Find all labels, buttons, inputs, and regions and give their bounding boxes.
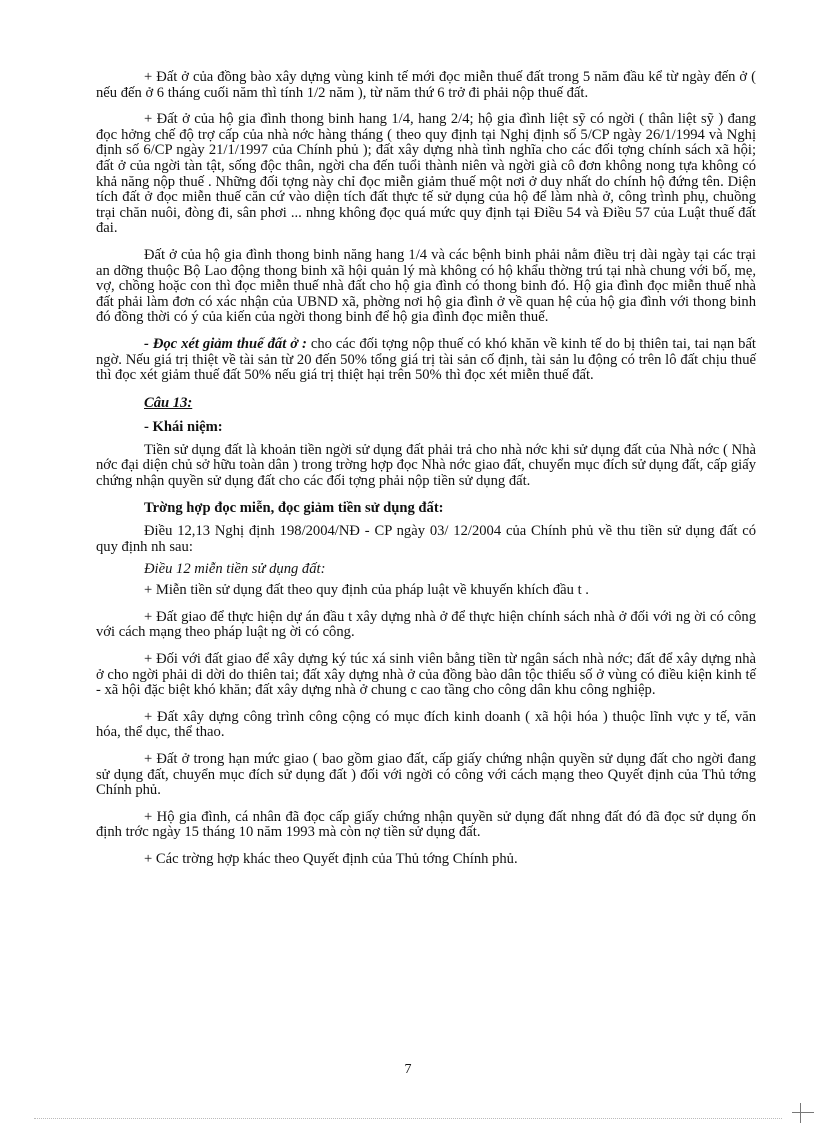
paragraph-p11: + Đất ở trong hạn mức giao ( bao gồm giao đất, cấp giấy chứng nhận quyền sử dụng đất cho ngời đang sử dụng đất, chuyển mục đích sử dụng đất ) đối với ngời có công với cách mạng theo Quyết định của Thủ tớng Chính phủ.	[96, 751, 756, 799]
paragraph-p9: + Đối với đất giao để xây dựng ký túc xá sinh viên bằng tiền từ ngân sách nhà nớc; đất để xây dựng nhà ở cho ngời phải di dời do thiên tai; đất xây dựng nhà ở của đồng bào dân tộc thiểu số ở vùng có điều kiện kinh tế - xã hội đặc biệt khó khăn; đất xây dựng nhà ở chung c cao tầng cho công dân khu công nghiệp.	[96, 651, 756, 699]
subheading-truong-hop: Trờng hợp đọc miễn, đọc giảm tiền sử dụng đất:	[144, 500, 444, 517]
paragraph-p4-lead: - Đọc xét giảm thuế đất ở :	[144, 335, 307, 352]
page-number: 7	[404, 1062, 412, 1077]
subheading-dieu12: Điều 12 miễn tiền sử dụng đất:	[144, 560, 326, 577]
paragraph-p4-rest: cho các đối tợng nộp thuế có khó khăn về kinh tế do bị thiên tai, tai nạn bất ngờ. Nếu giá trị thiệt về tài sản từ 20 đến 50% tổng giá trị tài sản cố định, tài sản lu động có trên lô đất chịu thuế thì đọc xét giảm thuế đất 50% nếu giá trị thiệt hại trên 50% thì đọc xét miễn thuế đất.	[96, 335, 756, 384]
paragraph-p3: Đất ở của hộ gia đình thong binh năng hang 1/4 và các bệnh binh phải nằm điều trị dài ngày tại các trại an dỡng thuộc Bộ Lao động thong binh xã hội quản lý mà không có hộ khẩu thờng trú tại nhà chung với bố, mẹ, vợ, chồng hoặc con thì đọc miễn thuế nhà đất cho hộ gia đình có thong binh đó. Hộ gia đình đọc miễn thuế nhà đất phải làm đơn có xác nhận của UBND xã, phờng nơi hộ gia đình ở về quan hệ của hộ gia đình với thong binh đó đồng thời có ý của kiến của ngời thong binh để hộ gia đình đọc miễn thuế.	[96, 246, 756, 326]
paragraph-p4	[96, 337, 756, 384]
page-bottom-divider	[34, 1118, 782, 1119]
paragraph-p13: + Các trờng hợp khác theo Quyết định của Thủ tớng Chính phủ.	[144, 850, 518, 867]
paragraph-p7: + Miễn tiền sử dụng đất theo quy định của pháp luật về khuyến khích đầu t .	[144, 582, 589, 599]
paragraph-p1: + Đất ở của đồng bào xây dựng vùng kinh tế mới đọc miễn thuế đất trong 5 năm đầu kể từ ngày đến ở ( nếu đến ở 6 tháng cuối năm thì tính 1/2 năm ), từ năm thứ 6 trở đi phải nộp thuế đất.	[96, 69, 756, 101]
subheading-khai-niem: - Khái niệm:	[144, 418, 223, 435]
paragraph-p6: Điều 12,13 Nghị định 198/2004/NĐ - CP ngày 03/ 12/2004 của Chính phủ về thu tiền sử dụng đất có quy định nh sau:	[96, 523, 756, 556]
document-body	[96, 70, 756, 879]
paragraph-p5: Tiền sử dụng đất là khoản tiền ngời sử dụng đất phải trả cho nhà nớc khi sử dụng đất của Nhà nớc ( Nhà nớc đại diện chủ sở hữu toàn dân ) trong trờng hợp đọc Nhà nớc giao đất, chuyển mục đích sử dụng đất, cấp giấy chứng nhận quyền sử dụng đất cho các đối tợng phải nộp tiền sử dụng đất.	[96, 441, 756, 489]
section-heading-cau13: Câu 13:	[144, 394, 193, 411]
paragraph-p8: + Đất giao để thực hiện dự án đầu t xây dựng nhà ở để thực hiện chính sách nhà ở đối với ng ời có công với cách mạng theo pháp luật ng ời có công.	[96, 608, 756, 641]
crop-mark-icon	[792, 1103, 814, 1123]
paragraph-p2: + Đất ở của hộ gia đình thong binh hang 1/4, hang 2/4; hộ gia đình liệt sỹ có ngời ( thân liệt sỹ ) đang đọc hởng chế độ trợ cấp của nhà nớc hàng tháng ( theo quy định tại Nghị định số 5/CP ngày 26/1/1994 và Nghị định số 6/CP ngày 21/1/1997 của Chính phủ ); đất xây dựng nhà tình nghĩa cho các đối tợng chính sách xã hội; đất ở của ngời tàn tật, sống độc thân, ngời cha đến tuổi thành niên và ngời già cô đơn không nong tựa không có khả năng nộp thuế . Những đối tợng này chỉ đọc miễn giảm thuế một nơi ở duy nhất do chính hộ đứng tên. Diện tích đất ở đọc miễn thuế căn cứ vào diện tích đất thực tế sử dụng của hộ để làm nhà ở, công trình phụ, chuồng trại chăn nuôi, đòng đi, sân phơi ... nhng không đọc quá mức quy định tại Điều 54 và Điều 57 của Luật thuế đất đai.	[96, 111, 756, 237]
paragraph-p12: + Hộ gia đình, cá nhân đã đọc cấp giấy chứng nhận quyền sử dụng đất nhng đất đó đã đọc sử dụng ổn định trớc ngày 15 tháng 10 năm 1993 mà còn nợ tiền sử dụng đất.	[96, 808, 756, 841]
paragraph-p10: + Đất xây dựng công trình công cộng có mục đích kinh doanh ( xã hội hóa ) thuộc lĩnh vực y tế, văn hóa, thể dục, thể thao.	[96, 708, 756, 741]
